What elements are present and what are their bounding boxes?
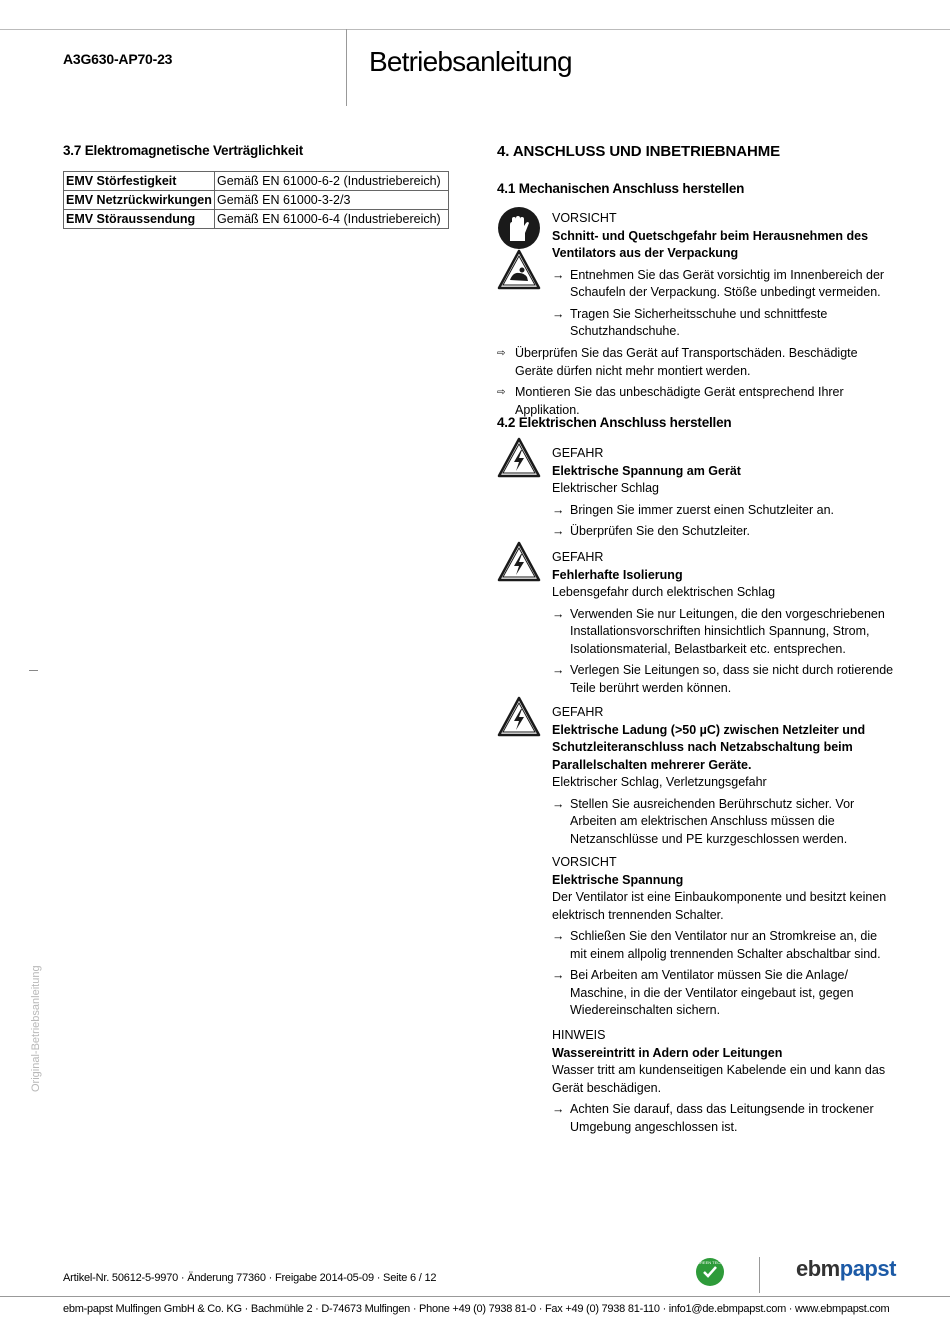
check-arrow-icon: ⇨ — [497, 348, 506, 359]
document-title: Betriebsanleitung — [369, 46, 572, 77]
footer-article-info: Artikel-Nr. 50612-5-9970 · Änderung 77360 · Freigabe 2014-05-09 · Seite 6 / 12 — [63, 1272, 437, 1284]
caution-block-packaging — [552, 210, 897, 341]
instruction-step: → Schließen Sie den Ventilator nur an Stromkreise an, die mit einem allpolig trennenden Schalter abschaltbar sind. — [552, 928, 897, 963]
header-divider — [346, 29, 347, 106]
side-label: Original-Betriebsanleitung — [30, 965, 42, 1092]
table-row — [64, 210, 449, 229]
electric-hazard-icon — [497, 436, 541, 480]
signal-word: VORSICHT — [552, 855, 617, 869]
emv-table — [63, 171, 449, 229]
hazard-consequence: Lebensgefahr durch elektrischen Schlag — [552, 585, 776, 599]
instruction-step: → Entnehmen Sie das Gerät vorsichtig im Innenbereich der Schaufeln der Verpackung. Stöße unbedingt vermeiden. — [552, 267, 897, 302]
table-cell-value: Gemäß EN 61000-6-2 (Industriebereich) — [215, 172, 449, 191]
instruction-step: → Achten Sie darauf, dass das Leitungsende in trockener Umgebung angeschlossen ist. — [552, 1101, 897, 1136]
arrow-icon: → — [552, 606, 565, 621]
table-row — [64, 172, 449, 191]
instruction-step: → Bei Arbeiten am Ventilator müssen Sie die Anlage/ Maschine, in die der Ventilator eingebaut ist, gegen Wiedereinschalten sichern. — [552, 967, 897, 1020]
arrow-icon: → — [552, 502, 565, 517]
instruction-step: → Verwenden Sie nur Leitungen, die den vorgeschriebenen Installationsvorschriften hinsichtlich Spannung, Strom, Isolationsmaterial, Belastbarkeit etc. entsprechen. — [552, 606, 897, 659]
arrow-icon: → — [552, 267, 565, 282]
table-cell-label: EMV Netzrückwirkungen — [64, 191, 215, 210]
caution-block-voltage — [552, 854, 897, 1020]
arrow-icon: → — [552, 968, 565, 982]
hazard-headline: Elektrische Spannung — [552, 872, 684, 887]
signal-word: VORSICHT — [552, 211, 617, 225]
header-top-rule — [0, 29, 950, 30]
instruction-step: → Bringen Sie immer zuerst einen Schutzleiter an. — [552, 502, 897, 520]
document-id: A3G630-AP70-23 — [63, 51, 173, 67]
instruction-step: → Überprüfen Sie den Schutzleiter. — [552, 523, 897, 541]
danger-block-charge — [552, 704, 897, 848]
arrow-icon: → — [552, 1102, 565, 1116]
signal-word: HINWEIS — [552, 1028, 606, 1042]
hand-crush-warning-icon — [497, 248, 541, 292]
arrow-icon: → — [552, 524, 565, 538]
electric-hazard-icon — [497, 695, 541, 739]
hazard-consequence: Der Ventilator ist eine Einbaukomponente und besitzt keinen elektrisch trennenden Schalter. — [552, 890, 887, 922]
arrow-icon: → — [552, 796, 565, 811]
footer-rule — [0, 1296, 950, 1297]
footer-address: ebm-papst Mulfingen GmbH & Co. KG · Bachmühle 2 · D-74673 Mulfingen · Phone +49 (0) 7938 81-0 · Fax +49 (0) 7938 81-110 · info1@de.ebmpapst.com · www.ebmpapst.com — [63, 1303, 890, 1315]
hazard-headline: Fehlerhafte Isolierung — [552, 567, 683, 582]
table-cell-value: Gemäß EN 61000-3-2/3 — [215, 191, 449, 210]
section-title-4-2: 4.2 Elektrischen Anschluss herstellen — [497, 415, 732, 430]
hazard-consequence: Elektrischer Schlag — [552, 481, 659, 495]
electric-hazard-icon — [497, 540, 541, 584]
signal-word: GEFAHR — [552, 446, 604, 460]
hazard-headline: Elektrische Ladung (>50 µC) zwischen Netzleiter und Schutzleiteranschluss nach Netzabschaltung beim Parallelschalten mehrerer Geräte. — [552, 722, 866, 772]
gloves-mandatory-icon — [497, 206, 541, 250]
hazard-headline: Schnitt- und Quetschgefahr beim Herausnehmen des Ventilators aus der Verpackung — [552, 228, 869, 260]
signal-word: GEFAHR — [552, 705, 604, 719]
notice-block-water — [552, 1027, 897, 1136]
table-row — [64, 191, 449, 210]
fold-mark — [29, 670, 38, 671]
danger-block-voltage — [552, 445, 897, 541]
green-tech-badge-icon — [695, 1257, 725, 1287]
signal-word: GEFAHR — [552, 550, 604, 564]
check-item: ⇨ Überprüfen Sie das Gerät auf Transportschäden. Beschädigte Geräte dürfen nicht mehr montiert werden. — [497, 345, 897, 380]
arrow-icon: → — [552, 663, 565, 677]
badge-label: GREEN TECH — [696, 1260, 724, 1265]
chapter-title: 4. ANSCHLUSS UND INBETRIEBNAHME — [497, 143, 781, 160]
danger-block-insulation — [552, 549, 897, 697]
table-cell-label: EMV Störfestigkeit — [64, 172, 215, 191]
section-title-4-1: 4.1 Mechanischen Anschluss herstellen — [497, 181, 745, 196]
arrow-icon: → — [552, 929, 565, 943]
instruction-step: → Tragen Sie Sicherheitsschuhe und schnittfeste Schutzhandschuhe. — [552, 306, 897, 341]
check-item: ⇨ Montieren Sie das unbeschädigte Gerät entsprechend Ihrer Applikation. — [497, 384, 897, 419]
instruction-step: → Verlegen Sie Leitungen so, dass sie nicht durch rotierende Teile berührt werden können. — [552, 662, 897, 697]
arrow-icon: → — [552, 306, 565, 321]
section-title-emv: 3.7 Elektromagnetische Verträglichkeit — [63, 143, 304, 158]
hazard-consequence: Wasser tritt am kundenseitigen Kabelende ein und kann das Gerät beschädigen. — [552, 1063, 886, 1095]
instruction-step: → Stellen Sie ausreichenden Berührschutz sicher. Vor Arbeiten am elektrischen Anschluss müssen die Netzanschlüsse und PE kurzgeschlossen werden. — [552, 796, 897, 849]
hazard-headline: Elektrische Spannung am Gerät — [552, 463, 741, 478]
hazard-headline: Wassereintritt in Adern oder Leitungen — [552, 1045, 783, 1060]
ebmpapst-logo: ebmpapst — [796, 1256, 896, 1281]
check-arrow-icon: ⇨ — [497, 387, 506, 398]
table-cell-value: Gemäß EN 61000-6-4 (Industriebereich) — [215, 210, 449, 229]
hazard-consequence: Elektrischer Schlag, Verletzungsgefahr — [552, 775, 767, 789]
table-cell-label: EMV Störaussendung — [64, 210, 215, 229]
footer-divider — [759, 1257, 760, 1293]
